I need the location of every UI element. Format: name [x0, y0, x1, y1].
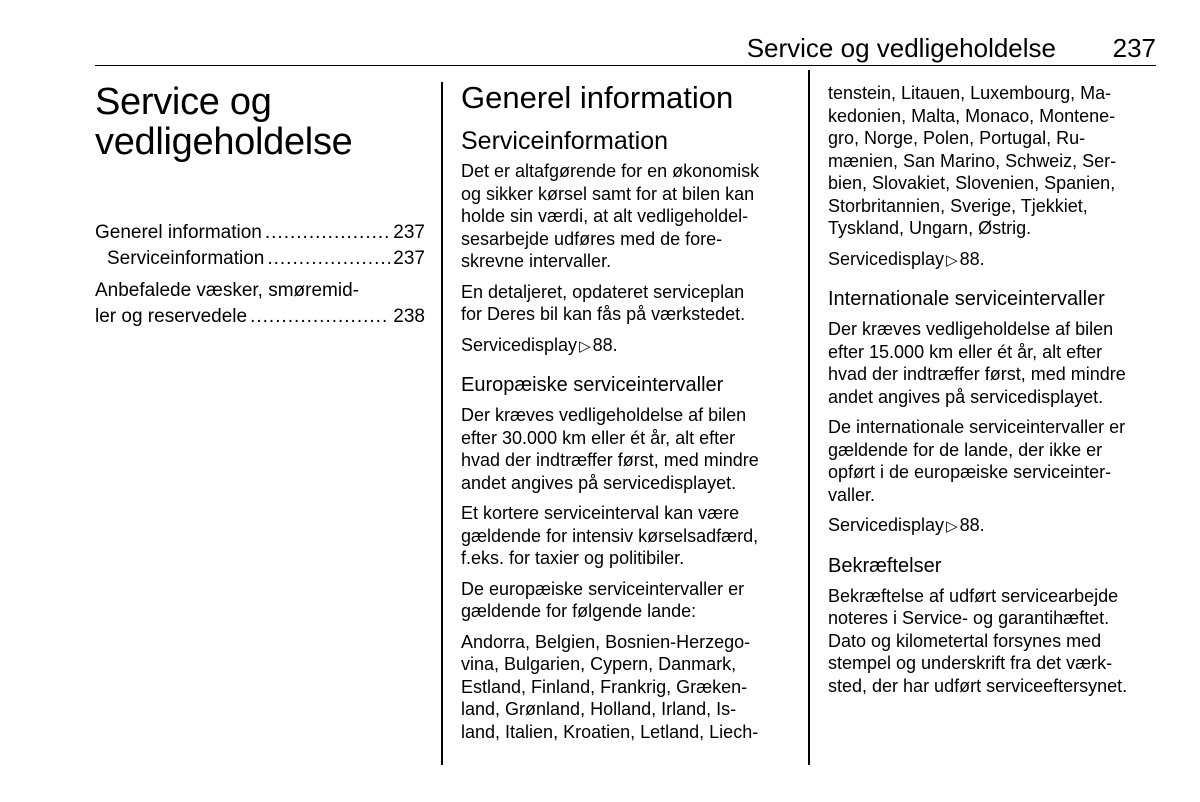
servicedisplay-reference[interactable] — [828, 248, 1158, 273]
toc-leader-dots — [250, 304, 390, 330]
toc-entry-label: Generel information — [95, 222, 262, 243]
paragraph-country-list-end: tenstein, Litauen, Luxembourg, Ma- kedonien, Malta, Monaco, Montene- gro, Norge, Polen, Portugal, Ru- mænien, San Marino, Schweiz, Ser- bien, Slovakiet, Slovenien, Spanien, Storbritannien, Sverige, Tjekkiet, Tyskland, Ungarn, Østrig. — [828, 83, 1117, 238]
table-of-contents — [95, 220, 425, 330]
heading-confirmations: Bekræftelser — [828, 554, 942, 577]
servicedisplay-reference[interactable] — [828, 514, 1158, 539]
content-column-right — [828, 82, 1158, 705]
section-title: Generel information — [461, 80, 734, 115]
toc-leader-dots — [267, 246, 390, 272]
content-column-middle — [461, 78, 796, 751]
column-divider-right — [808, 70, 810, 765]
xref-text: Servicedisplay — [828, 515, 945, 535]
toc-entry-label-line1: Anbefalede væsker, smøremid- — [95, 280, 359, 301]
toc-entry-label-line2: ler og reservedele — [95, 306, 248, 327]
toc-leader-dots — [265, 220, 390, 246]
paragraph-international-applies: De internationale serviceintervaller er gældende for de lande, der ikke er opført i de europæiske serviceinter- valler. — [828, 417, 1126, 505]
cross-reference-arrow-icon: ▷ — [946, 251, 958, 269]
heading-european-intervals: Europæiske serviceintervaller — [461, 374, 724, 396]
xref-page: 88. — [959, 248, 985, 269]
subsection-title: Serviceinformation — [461, 127, 669, 155]
xref-text: Servicedisplay — [461, 334, 578, 355]
xref-page: 88. — [592, 334, 618, 355]
chapter-title-line2: vedligeholdelse — [95, 121, 353, 163]
servicedisplay-reference[interactable] — [461, 334, 796, 359]
toc-entry-page: 237 — [393, 222, 425, 243]
paragraph-shorter-interval: Et kortere serviceinterval kan være gældende for intensiv kørselsadfærd, f.eks. for taxier og politibiler. — [461, 503, 759, 568]
page-number: 237 — [1112, 33, 1156, 63]
toc-entry-anbefalede-vaesker[interactable] — [95, 278, 425, 330]
paragraph-confirmations: Bekræftelse af udført servicearbejde noteres i Service- og garantihæftet. Dato og kilometertal forsynes med stempel og underskrift fra det værk- sted, der har udført serviceeftersynet. — [828, 585, 1128, 696]
paragraph-country-list-start: Andorra, Belgien, Bosnien-Herzego- vina, Bulgarien, Cypern, Danmark, Estland, Finland, Frankrig, Græken- land, Grønland, Holland, Irland, Is- land, Italien, Kroatien, Letland, Liech- — [461, 631, 759, 742]
toc-entry-page: 238 — [393, 306, 425, 327]
heading-international-intervals: Internationale serviceintervaller — [828, 288, 1105, 310]
paragraph-intro: Det er altafgørende for en økonomisk og sikker kørsel samt for at bilen kan holde sin værdi, at alt vedligeholdel- sesarbejde udføres med de fore- skrevne intervaller. — [461, 161, 760, 271]
paragraph-european-requirement: Der kræves vedligeholdelse af bilen efter 30.000 km eller ét år, alt efter hvad der indtræffer først, med mindre andet angives på servicedisplayet. — [461, 405, 759, 493]
chapter-column — [95, 82, 425, 330]
page-header — [95, 28, 1156, 66]
paragraph-european-applies: De europæiske serviceintervaller er gældende for følgende lande: — [461, 578, 745, 621]
toc-entry-label: Serviceinformation — [107, 248, 265, 269]
column-divider-left — [441, 82, 443, 765]
cross-reference-arrow-icon: ▷ — [946, 518, 958, 535]
cross-reference-arrow-icon: ▷ — [579, 337, 591, 355]
paragraph-international-requirement: Der kræves vedligeholdelse af bilen efter 15.000 km eller ét år, alt efter hvad der indtræffer først, med mindre andet angives på servicedisplayet. — [828, 319, 1126, 407]
running-title: Service og vedligeholdelse — [746, 33, 1056, 63]
paragraph-serviceplan: En detaljeret, opdateret serviceplan for Deres bil kan fås på værkstedet. — [461, 281, 746, 324]
chapter-title — [95, 82, 425, 162]
xref-text: Servicedisplay — [828, 248, 945, 269]
toc-entry-generel-information[interactable] — [95, 220, 425, 246]
chapter-title-line1: Service og — [95, 81, 272, 123]
xref-page: 88. — [959, 515, 985, 535]
toc-entry-serviceinformation[interactable] — [95, 246, 425, 272]
toc-entry-page: 237 — [393, 248, 425, 269]
